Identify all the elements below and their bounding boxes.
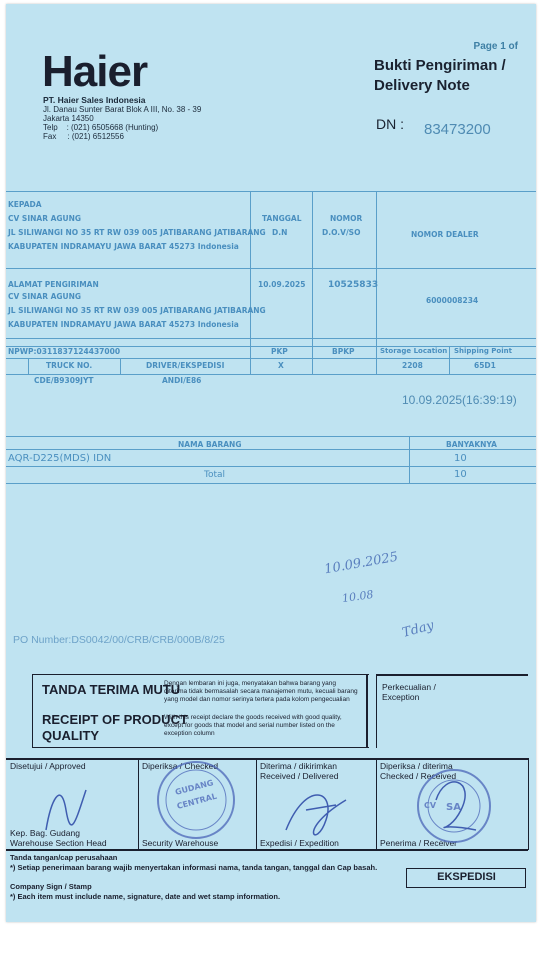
table-line bbox=[6, 436, 536, 437]
items-col-qty: BANYAKNYA bbox=[446, 440, 497, 449]
pkp-value: X bbox=[278, 361, 284, 370]
recipient-address-2: KABUPATEN INDRAMAYU JAWA BARAT 45273 Indonesia bbox=[8, 242, 239, 251]
truck-label: TRUCK NO. bbox=[46, 361, 93, 370]
title-line-1: Bukti Pengiriman / bbox=[374, 57, 506, 74]
exception-label-1: Perkecualian / bbox=[382, 682, 436, 692]
dn-number: 83473200 bbox=[424, 121, 491, 138]
table-line bbox=[409, 436, 410, 483]
receipt-title-en-1: RECEIPT OF PRODUCT bbox=[42, 712, 188, 727]
signature-scribble bbox=[46, 790, 86, 830]
table-line bbox=[6, 268, 536, 269]
footer-line-3: Company Sign / Stamp bbox=[10, 882, 92, 891]
document-title bbox=[374, 56, 506, 96]
receipt-title-en-2: QUALITY bbox=[42, 728, 100, 743]
delivery-note-paper bbox=[6, 4, 536, 922]
company-fax: Fax : (021) 6512556 bbox=[43, 132, 124, 141]
company-address-2: Jakarta 14350 bbox=[43, 114, 94, 123]
company-telp: Telp : (021) 6505668 (Hunting) bbox=[43, 123, 159, 132]
gudang-stamp bbox=[158, 762, 234, 838]
company-address-1: Jl. Danau Sunter Barat Blok A III, No. 38 - 39 bbox=[43, 105, 202, 114]
recipient-address-1: JL SILIWANGI NO 35 RT RW 039 005 JATIBARANG JATIBARANG bbox=[8, 228, 266, 237]
sig-checked-bottom: Security Warehouse bbox=[142, 838, 219, 848]
sig-received-top-2: Checked / Received bbox=[380, 771, 457, 781]
gudang-stamp-text-2: CENTRAL bbox=[175, 791, 218, 811]
exception-label bbox=[382, 682, 436, 702]
gudang-stamp-text-1: GUDANG bbox=[174, 778, 215, 797]
table-line bbox=[6, 191, 536, 192]
sig-received-bottom: Penerima / Receiver bbox=[380, 838, 458, 848]
bpkp-label: BPKP bbox=[332, 347, 355, 356]
handwritten-initials: Tday bbox=[400, 618, 436, 641]
storage-location-label: Storage Location bbox=[380, 347, 448, 355]
copy-label: EKSPEDISI bbox=[437, 871, 496, 883]
cv-stamp bbox=[418, 770, 490, 842]
receipt-title-id: TANDA TERIMA MUTU bbox=[42, 682, 181, 697]
footer-line-2: *) Setiap penerimaan barang wajib menyertakan informasi nama, tanda tangan, tanggal dan Cap basah. bbox=[10, 863, 378, 872]
receipt-text-en: With this receipt declare the goods received with good quality, except for goods that model and serial number listed on the exception column bbox=[164, 714, 342, 737]
signature-scribble bbox=[286, 795, 346, 835]
pkp-label: PKP bbox=[271, 347, 288, 356]
order-number: 10525833 bbox=[328, 280, 379, 290]
title-line-2: Delivery Note bbox=[374, 77, 470, 94]
shipping-point-label: Shipping Point bbox=[454, 347, 512, 355]
kepada-label: KEPADA bbox=[8, 200, 42, 209]
stamps-and-signatures bbox=[6, 760, 536, 850]
shipping-address-2: KABUPATEN INDRAMAYU JAWA BARAT 45273 Indonesia bbox=[8, 320, 239, 329]
total-value: 10 bbox=[454, 469, 467, 480]
table-line bbox=[250, 191, 251, 374]
exception-label-2: Exception bbox=[382, 692, 420, 702]
truck-value: CDE/B9309JYT bbox=[34, 376, 94, 385]
footer-line-4: *) Each item must include name, signature, date and wet stamp information. bbox=[10, 892, 281, 901]
table-line bbox=[120, 358, 121, 374]
shipping-label: ALAMAT PENGIRIMAN bbox=[8, 280, 99, 289]
table-line bbox=[6, 483, 536, 484]
company-block bbox=[43, 96, 201, 141]
dn-label: DN : bbox=[376, 116, 404, 132]
sig-approved-top: Disetujui / Approved bbox=[10, 761, 86, 771]
haier-logo: Haier bbox=[42, 47, 148, 96]
sig-approved-bottom-2: Warehouse Section Head bbox=[10, 838, 107, 848]
nomor-value: D.O.V/SO bbox=[322, 228, 361, 237]
cv-stamp-text-1: CV bbox=[424, 801, 437, 810]
nomor-label: NOMOR bbox=[330, 214, 363, 223]
tanggal-label: TANGGAL bbox=[262, 214, 302, 223]
dealer-number: 6000008234 bbox=[426, 296, 479, 305]
sig-checked-top: Diperiksa / Checked bbox=[142, 761, 219, 771]
footer-line-1: Tanda tangan/cap perusahaan bbox=[10, 853, 118, 862]
item-name: AQR-D225(MDS) IDN bbox=[8, 453, 112, 464]
items-col-name: NAMA BARANG bbox=[178, 440, 242, 449]
exception-box-top bbox=[376, 674, 528, 676]
table-line bbox=[6, 338, 536, 339]
page-indicator: Page 1 of bbox=[473, 41, 518, 52]
print-timestamp: 10.09.2025(16:39:19) bbox=[402, 393, 517, 407]
table-line bbox=[28, 358, 29, 374]
table-line bbox=[6, 358, 536, 359]
shipping-name: CV SINAR AGUNG bbox=[8, 292, 82, 301]
table-line bbox=[6, 449, 536, 450]
driver-label: DRIVER/EKSPEDISI bbox=[146, 361, 225, 370]
sig-delivered-top-1: Diterima / dikirimkan bbox=[260, 761, 337, 771]
item-qty: 10 bbox=[454, 453, 467, 464]
sig-delivered-bottom: Expedisi / Expedition bbox=[260, 838, 339, 848]
handwritten-date: 10.09.2025 bbox=[323, 549, 400, 578]
receipt-box-edge bbox=[366, 674, 368, 748]
handwritten-note: 10.08 bbox=[341, 587, 375, 606]
sig-approved-bottom-1: Kep. Bag. Gudang bbox=[10, 828, 80, 838]
driver-value: ANDI/E86 bbox=[162, 376, 202, 385]
table-line bbox=[6, 466, 536, 467]
shipping-date: 10.09.2025 bbox=[258, 280, 306, 289]
shipping-value: 65D1 bbox=[474, 361, 496, 370]
table-line bbox=[6, 374, 536, 375]
exception-box-left bbox=[376, 674, 377, 748]
shipping-address-1: JL SILIWANGI NO 35 RT RW 039 005 JATIBARANG JATIBARANG bbox=[8, 306, 266, 315]
sig-received-top-1: Diperiksa / diterima bbox=[380, 761, 453, 771]
dealer-label: NOMOR DEALER bbox=[411, 230, 479, 239]
sig-delivered-top-2: Received / Delivered bbox=[260, 771, 339, 781]
npwp: NPWP:0311837124437000 bbox=[8, 347, 121, 356]
po-number: PO Number:DS0042/00/CRB/CRB/000B/8/25 bbox=[13, 634, 225, 646]
cv-stamp-text-2: SA bbox=[446, 802, 461, 813]
receipt-text-id: Dengan lembaran ini juga, menyatakan bahwa barang yang diterima tidak bermasalah secara manajemen mutu, kecuali barang yang model dan nomor serinya tertera pada kolom pengecualian bbox=[164, 680, 358, 703]
table-line bbox=[449, 346, 450, 374]
recipient-name: CV SINAR AGUNG bbox=[8, 214, 82, 223]
total-label: Total bbox=[204, 470, 226, 480]
storage-value: 2208 bbox=[402, 361, 423, 370]
table-line bbox=[312, 191, 313, 374]
tanggal-value: D.N bbox=[272, 228, 288, 237]
company-name: PT. Haier Sales Indonesia bbox=[43, 95, 146, 105]
